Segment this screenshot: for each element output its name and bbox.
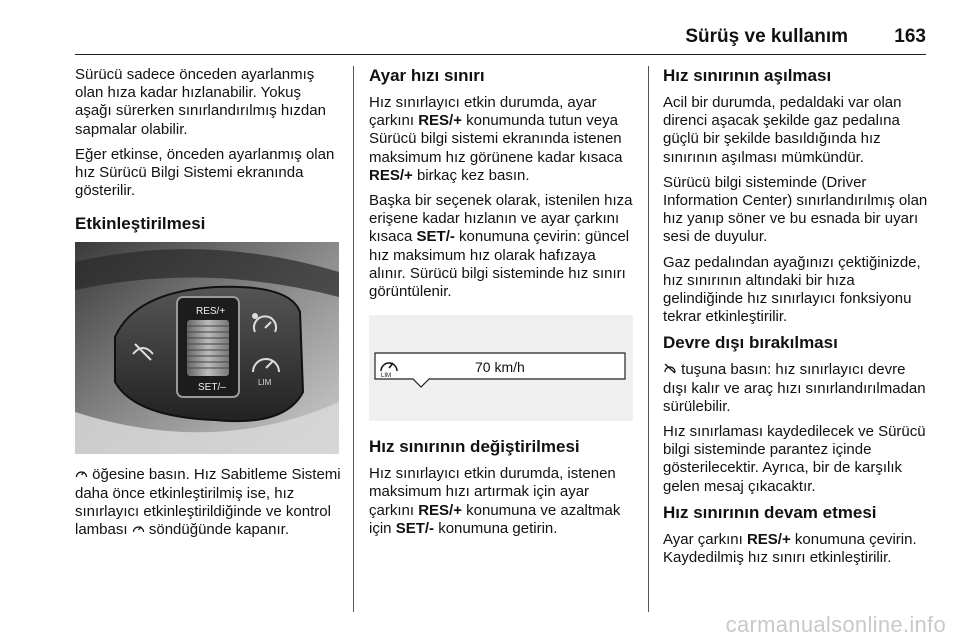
paragraph: Sürücü bilgi sisteminde (Driver Information Center) sınırlandırılmış olan hız yanıp söner ve bu esnada bir uyarı sesi de duyulur. [663, 173, 928, 246]
column-divider [648, 66, 649, 612]
heading-set-speed: Ayar hızı sınırı [369, 66, 485, 85]
res-label: RES/+ [196, 306, 226, 318]
paragraph: Hız sınırlayıcı etkin durumda, istenen maksimum hızı artırmak için ayar çarkını RES/+ konumuna ve azaltmak için SET/- konumuna getirin. [369, 465, 621, 537]
section-title: Sürüş ve kullanım [685, 26, 848, 47]
paragraph: Gaz pedalından ayağınızı çektiğinizde, hız sınırının altındaki bir hıza gelindiğinde hız sınırlayıcı fonksiyonu tekrar etkinleştirilir. [663, 253, 921, 326]
cancel-speed-icon [663, 362, 677, 374]
paragraph: Ayar çarkını RES/+ konumuna çevirin. Kaydedilmiş hız sınırı etkinleştirilir. [663, 530, 917, 567]
watermark: carmanualsonline.info [725, 612, 946, 637]
display-lim-label: LIM [381, 373, 392, 380]
paragraph: öğesine basın. Hız Sabitleme Sistemi daha önce etkinleştirilmiş ise, hız sınırlayıcı etkinleştirildiğinde ve kontrol lambası söndüğünde kapanır. [75, 466, 341, 539]
page-number: 163 [894, 26, 926, 47]
set-label: SET/– [198, 382, 226, 394]
driver-info-display [369, 315, 633, 421]
column-3 [663, 66, 929, 574]
paragraph: Eğer etkinse, önceden ayarlanmış olan hız Sürücü Bilgi Sistemi ekranında gösterilir. [75, 145, 335, 200]
column-2 [369, 66, 635, 545]
paragraph: Sürücü sadece önceden ayarlanmış olan hıza kadar hızlanabilir. Yokuş aşağı sürerken sınırlandırılmış hızdan sapmalar olabilir. [75, 66, 326, 138]
heading-activation: Etkinleştirilmesi [75, 214, 206, 234]
heading-resume: Hız sınırının devam etmesi [663, 502, 877, 522]
heading-change-limit: Hız sınırının değiştirilmesi [369, 437, 580, 457]
paragraph: Hız sınırlayıcı etkin durumda, ayar çarkını RES/+ konumunda tutun veya Sürücü bilgi sistemi ekranında istenen maksimum hız görünene kadar kısaca RES/+ birkaç kez basın. [369, 94, 623, 184]
paragraph: Başka bir seçenek olarak, istenilen hıza erişene kadar hızlanın ve ayar çarkını kısaca SET/- konumuna çevirin: güncel hız maksimum hız olarak hafızaya alınır. Sürücü bilgi sisteminde hız sınırı görüntülenir. [369, 192, 633, 301]
column-1 [75, 66, 341, 546]
paragraph: tuşuna basın: hız sınırlayıcı devre dışı kalır ve araç hızı sınırlandırılmadan sürülebilir. [663, 361, 926, 415]
heading-exceed-limit: Hız sınırının aşılması [663, 66, 832, 85]
column-divider [353, 66, 354, 612]
paragraph: Acil bir durumda, pedaldaki var olan direnci aşacak şekilde gaz pedalına güçlü bir şekilde basıldığında hız sınırının aşılması mümkündür. [663, 94, 902, 166]
page-header [75, 26, 926, 55]
paragraph: Hız sınırlaması kaydedilecek ve Sürücü bilgi sisteminde parantez içinde gösterilecektir. Ayrıca, bir de karşılık gelen mesaj çıkacaktır. [663, 423, 926, 495]
cruise-control-lamp-icon [132, 522, 145, 534]
lim-label: LIM [258, 378, 272, 388]
heading-deactivate: Devre dışı bırakılması [663, 333, 838, 353]
steering-wheel-controls-photo [75, 242, 339, 454]
speed-limiter-icon [75, 467, 88, 479]
display-speed: 70 km/h [475, 359, 525, 376]
